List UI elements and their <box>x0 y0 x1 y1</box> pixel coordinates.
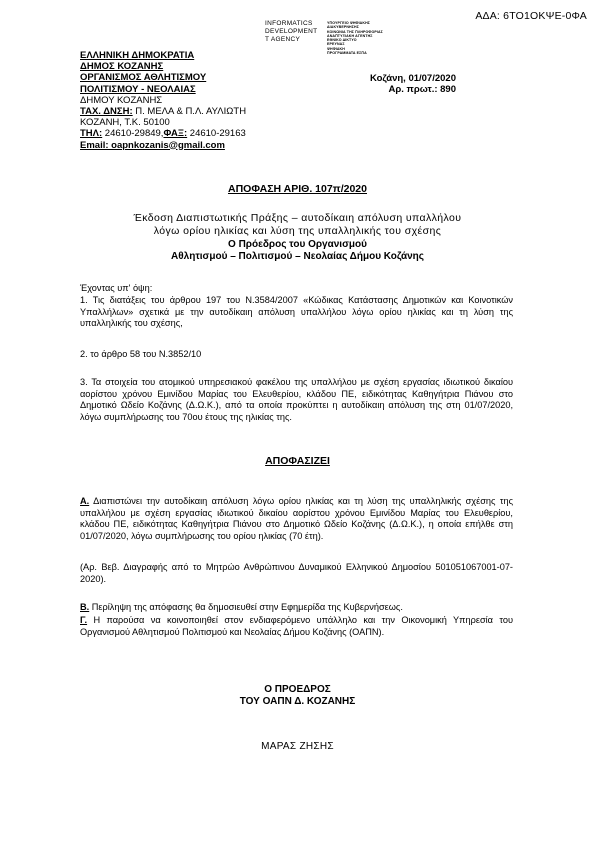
subject-line: Έκδοση Διαπιστωτικής Πράξης – αυτοδίκαιη απόλυση υπαλλήλου <box>133 212 462 224</box>
decision-subject <box>70 212 525 237</box>
item-a-text: Διαπιστώνει την αυτοδίκαιη απόλυση λόγω ορίου ηλικίας και τη λύση της υπαλληλικής σχέσης της υπαλλήλου με σχέση εργασίας ιδιωτικού δικαίου αορίστου χρόνου Εμινίδου Μαρίας του Ελευθερίου, κλάδου ΠΕ, ειδικότητας Καθηγήτρια Πιάνου στο Δημοτικό Ωδείο Κοζάνης (Δ.Ω.Κ.), η οποία επήλθε στη 01/07/2020, λόγω συμπλήρωσης του ορίου ηλικίας (70 έτη). <box>80 496 513 541</box>
signatory-name: ΜΑΡΑΣ ΖΗΣΗΣ <box>261 741 334 752</box>
decision-item-c <box>80 615 513 638</box>
logo-line: DEVELOPMENT <box>265 28 318 35</box>
letterhead-municipality-2: ΔΗΜΟΥ ΚΟΖΑΝΗΣ <box>80 94 163 106</box>
item-a-label: Α. <box>80 496 90 506</box>
signature-title <box>70 684 525 708</box>
item-b-text: Περίληψη της απόφασης θα δημοσιευθεί στην Εφημερίδα της Κυβερνήσεως. <box>89 602 403 612</box>
logo-line: ΕΘΝΙΚΟ ΔΙΚΤΥΟ <box>327 38 357 43</box>
recital-1: 1. Τις διατάξεις του άρθρου 197 του Ν.3584/2007 «Κώδικας Κατάστασης Δημοτικών και Κοινοτικών Υπαλλήλων» σχετικά με την αυτοδίκαιη απόλυση υπαλλήλου λόγω ορίου ηλικίας και τη λύση της υπαλληλικής του σχέσης, <box>80 295 513 329</box>
recital-2: 2. το άρθρο 58 του Ν.3852/10 <box>80 349 202 359</box>
address-label: ΤΑΧ. ΔΝΣΗ: <box>80 106 133 118</box>
logo-line: ΑΝΑΠΤΥΞΙΑΚΗ ΑΓΕΝΤΗΣ <box>327 33 373 38</box>
letterhead-republic: ΕΛΛΗΝΙΚΗ ΔΗΜΟΚΡΑΤΙΑ <box>80 50 195 61</box>
issuer-heading <box>70 239 525 263</box>
letterhead-organization: ΟΡΓΑΝΙΣΜΟΣ ΑΘΛΗΤΙΣΜΟΥ <box>80 72 207 84</box>
signature-line: Ο ΠΡΟΕΔΡΟΣ <box>264 684 331 695</box>
letterhead-municipality: ΔΗΜΟΣ ΚΟΖΑΝΗΣ <box>80 61 164 73</box>
recital-3: 3. Τα στοιχεία του ατομικού υπηρεσιακού φακέλου της υπαλλήλου με σχέση εργασίας ιδιωτικού δικαίου αορίστου χρόνου Εμινίδου Μαρίας του Ελευθερίου, κλάδου ΠΕ, ειδικότητας Καθηγήτρια Πιάνου στο Δημοτικό Ωδείο Κοζάνης (Δ.Ω.Κ.), από τα οποία προκύπτει η αυτοδίκαιη απόλυση της στη 01/07/2020, λόγω συμπλήρωσης του 70ου έτους της ηλικίας της. <box>80 377 513 422</box>
letterhead-city: ΚΟΖΑΝΗ, Τ.Κ. 50100 <box>80 117 170 129</box>
doc-meta <box>368 73 456 95</box>
letterhead-email: Email: oapnkozanis@gmail.com <box>80 139 225 151</box>
logo-line: ΥΠΟΥΡΓΕΙΟ ΨΗΦΙΑΚΗΣ <box>327 21 371 25</box>
logo-left-text <box>265 20 325 44</box>
item-c-text: Η παρούσα να κοινοποιηθεί στον ενδιαφερόμενο υπάλληλο και την Οικονομική Υπηρεσία του Οργανισμού Αθλητισμού Πολιτισμού και Νεολαίας Δήμου Κοζάνης (ΟΑΠΝ). <box>80 615 513 637</box>
issuer-line: Αθλητισμού – Πολιτισμού – Νεολαίας Δήμου Κοζάνης <box>171 251 424 262</box>
address-value: Π. ΜΕΛΑ & Π.Λ. ΑΥΛΙΩΤΗ <box>132 106 247 118</box>
item-c-label: Γ. <box>80 615 88 625</box>
issuer-line: Ο Πρόεδρος του Οργανισμού <box>228 239 367 250</box>
having-regard-label: Έχοντας υπ' όψη: <box>80 283 153 293</box>
logo-right-text <box>327 21 395 55</box>
phone-value: 24610-29849, <box>102 128 164 140</box>
logo-line: ΠΡΟΓΡΑΜΜΑΤΑ ΕΣΠΑ <box>327 51 367 56</box>
item-b-label: Β. <box>80 602 90 612</box>
letterhead-organization-2: ΠΟΛΙΤΙΣΜΟΥ - ΝΕΟΛΑΙΑΣ <box>80 83 196 95</box>
subject-line: λόγω ορίου ηλικίας και λύση της υπαλληλικής του σχέσης <box>153 224 442 237</box>
diavgeia-logo <box>265 20 395 56</box>
decision-item-a <box>80 496 513 542</box>
letterhead-address <box>80 106 246 117</box>
logo-line: ΨΗΦΙΑΚΗ <box>327 46 345 51</box>
decision-title: ΑΠΟΦΑΣΗ ΑΡΙΘ. 107π/2020 <box>227 183 367 195</box>
logo-line: ΕΡΕΥΝΑΣ <box>327 42 345 47</box>
signature-line: ΤΟΥ ΟΑΠΝ Δ. ΚΟΖΑΝΗΣ <box>239 696 356 707</box>
fax-value: 24610-29163 <box>187 128 246 140</box>
logo-line: INFORMATICS <box>265 20 313 27</box>
doc-protocol-number: Αρ. πρωτ.: 890 <box>388 84 456 96</box>
phone-label: ΤΗΛ: <box>80 128 103 140</box>
letterhead <box>80 50 246 151</box>
decision-item-b <box>80 602 513 614</box>
logo-line: ΚΟΙΝΩΝΙΑ ΤΗΣ ΠΛΗΡΟΦΟΡΙΑΣ <box>327 29 383 34</box>
logo-line: ΔΙΑΚΥΒΕΡΝΗΣΗΣ <box>327 25 359 30</box>
ada-code: ΑΔΑ: 6ΤΟ1ΟΚΨΕ-0ΦΑ <box>475 10 587 22</box>
decision-item-a-note: (Αρ. Βεβ. Διαγραφής από το Μητρώο Ανθρώπινου Δυναμικού Ελληνικού Δημοσίου 501051067001-07-2020). <box>80 562 513 584</box>
decides-heading: ΑΠΟΦΑΣΙΖΕΙ <box>265 455 330 467</box>
fax-label: ΦΑΞ: <box>163 128 188 140</box>
letterhead-phone <box>80 128 246 139</box>
doc-date: Κοζάνη, 01/07/2020 <box>369 73 456 84</box>
logo-line: T AGENCY <box>265 36 301 43</box>
